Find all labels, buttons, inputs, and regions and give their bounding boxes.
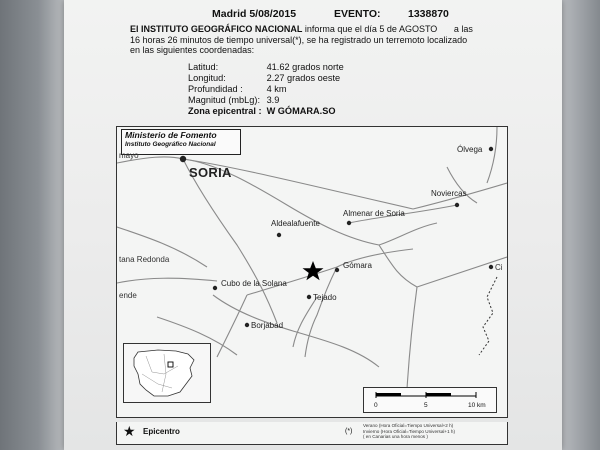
magnitude-row: [188, 95, 344, 106]
spain-locator-inset: [123, 343, 211, 403]
report-intro: [130, 24, 550, 56]
institute-subtitle: Instituto Geográfico Nacional: [125, 141, 216, 148]
intro-a-las: a las: [453, 24, 473, 34]
place-gomara: Gómara: [343, 261, 372, 270]
place-ende: ende: [119, 291, 137, 300]
place-cubo: Cubo de la Solana: [221, 279, 287, 288]
spain-outline: [124, 344, 210, 402]
place-mayo: mayo: [119, 151, 139, 160]
intro-line-3: en las siguientes coordenadas:: [130, 45, 255, 55]
intro-day: 5 de AGOSTO: [379, 24, 438, 34]
place-borjabad: Borjabad: [251, 321, 284, 330]
intro-line-2: 16 horas 26 minutos de tiempo universal(*), se ha registrado un terremoto localizado: [130, 34, 468, 45]
legend-asterisk: (*): [345, 428, 353, 435]
document-page: [64, 0, 562, 450]
depth-row: [188, 84, 344, 95]
scale-tick-0: 0: [374, 402, 378, 409]
map-legend: [116, 422, 508, 445]
depth-label: Profundidad :: [188, 84, 243, 94]
longitude-label: Longitud:: [188, 73, 226, 83]
place-aldealafuente: Aldealafuente: [271, 219, 320, 228]
latitude-row: [188, 62, 344, 73]
latitude-label: Latitud:: [188, 62, 219, 72]
latitude-value: 41.62 grados norte: [266, 62, 344, 72]
epicentral-zone-label: Zona epicentral :: [188, 106, 262, 116]
background-left: [0, 0, 64, 450]
report-date: Madrid 5/08/2015: [212, 8, 297, 20]
ministry-box: [121, 129, 241, 155]
depth-value: 4 km: [266, 84, 287, 94]
scale-ruler: [364, 388, 496, 402]
place-tejado: Tejado: [313, 293, 337, 302]
scale-tick-5: 5: [424, 402, 428, 409]
report-header: [64, 6, 562, 22]
ministry-title: Ministerio de Fomento: [125, 130, 217, 140]
epicentral-zone-row: [188, 106, 344, 117]
magnitude-label: Magnitud (mbLg):: [188, 95, 261, 105]
place-tana-redonda: tana Redonda: [119, 255, 170, 264]
legend-star-icon: ★: [123, 423, 136, 439]
note-summer: Verano (Hora Oficial=Tiempo Universal+2 h): [363, 423, 454, 428]
event-label: EVENTO:: [334, 8, 381, 20]
event-number: 1338870: [408, 8, 449, 20]
scale-tick-10: 10 km: [468, 402, 486, 409]
place-soria: SORIA: [189, 165, 232, 180]
place-ci: Ci: [495, 263, 503, 272]
scale-bar: [363, 387, 497, 413]
place-almenar: Almenar de Soria: [343, 209, 405, 218]
note-canarias: ( en Canarias una hora menos ): [363, 434, 428, 439]
note-winter: Invierno (Hora Oficial=Tiempo Universal+1 h): [363, 428, 455, 434]
intro-informa: informa que el día: [304, 24, 377, 34]
longitude-row: [188, 73, 344, 84]
quake-parameters: [188, 62, 344, 117]
magnitude-value: 3.9: [266, 95, 280, 105]
epicenter-map: [116, 126, 508, 418]
longitude-value: 2.27 grados oeste: [266, 73, 341, 83]
institute-name: El INSTITUTO GEOGRÁFICO NACIONAL: [130, 24, 303, 34]
time-notes: [363, 423, 503, 440]
background-right: [560, 0, 600, 450]
place-olvega: Ólvega: [457, 145, 483, 154]
legend-epicentro: Epicentro: [143, 427, 180, 436]
place-noviercas: Noviercas: [431, 189, 467, 198]
epicentral-zone-value: W GÓMARA.SO: [266, 106, 336, 116]
